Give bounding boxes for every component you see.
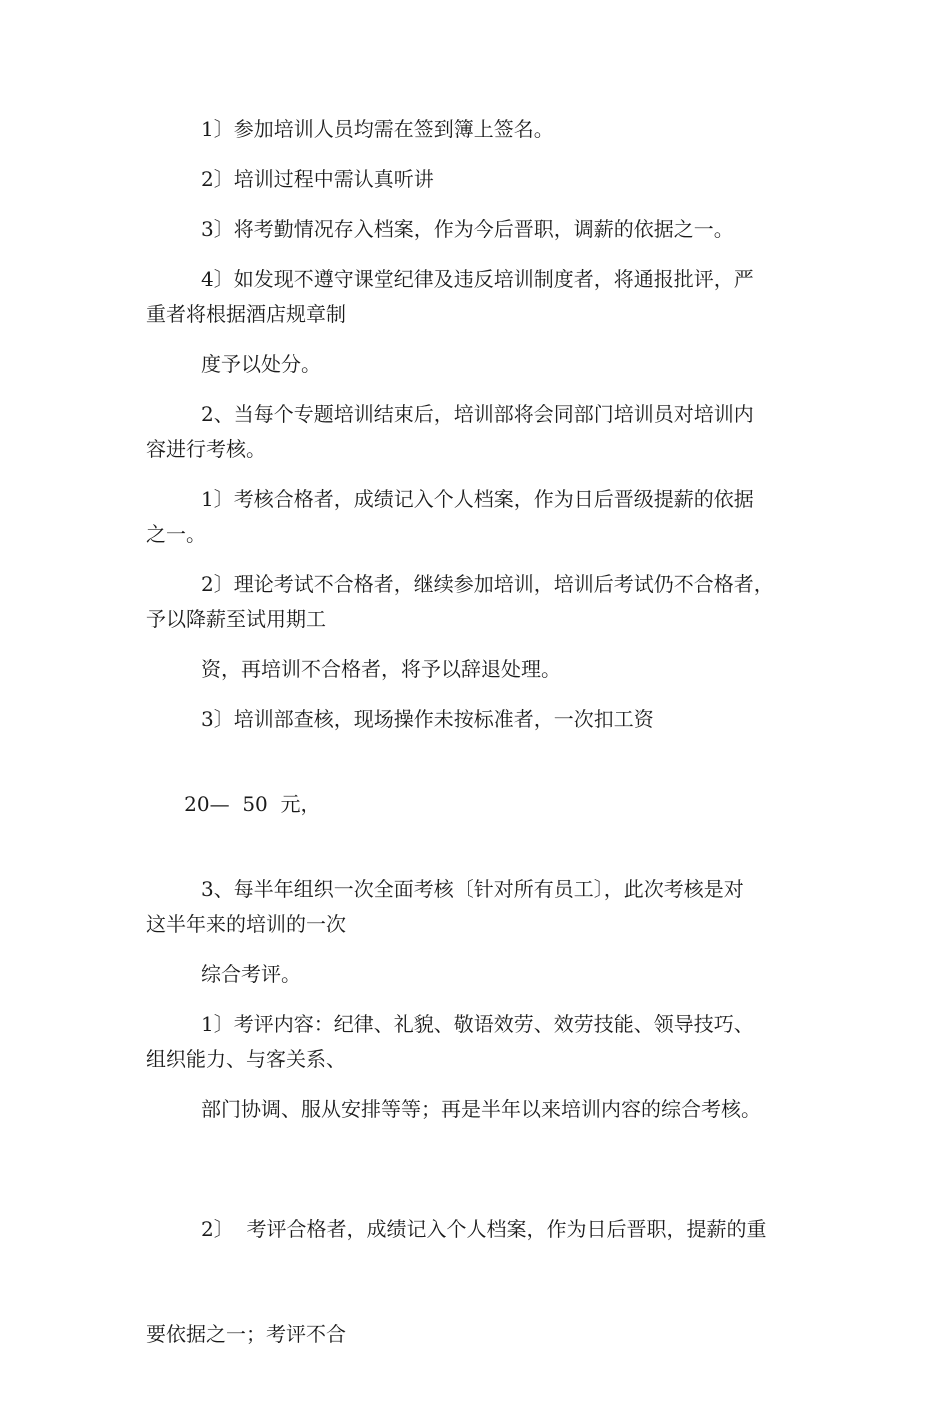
paragraph [146, 872, 808, 942]
paragraph [146, 347, 808, 382]
text-line: 3〕将考勤情况存入档案，作为今后晋职，调薪的依据之一。 [201, 217, 734, 241]
text-line: 容进行考核。 [146, 437, 266, 461]
paragraph [146, 397, 808, 467]
paragraph [146, 262, 808, 332]
paragraph [146, 212, 808, 247]
paragraph [146, 702, 808, 737]
document-body [146, 112, 808, 1422]
paragraph [146, 1007, 808, 1077]
text-line: 4〕如发现不遵守课堂纪律及违反培训制度者，将通报批评，严 [201, 267, 754, 291]
text-line: 2〕理论考试不合格者，继续参加培训，培训后考试仍不合格者， [201, 572, 774, 596]
text-line: 要依据之一；考评不合 [146, 1322, 346, 1346]
text-line: 组织能力、与客关系、 [146, 1047, 346, 1071]
text-line: 2〕培训过程中需认真听讲 [201, 167, 434, 191]
text-line: 1〕考核合格者，成绩记入个人档案，作为日后晋级提薪的依据 [201, 487, 754, 511]
text-line: 3、每半年组织一次全面考核〔针对所有员工〕，此次考核是对 [201, 877, 744, 901]
text-line: 1〕考评内容：纪律、礼貌、敬语效劳、效劳技能、领导技巧、 [201, 1012, 754, 1036]
paragraph [146, 652, 808, 687]
text-line: 重者将根据酒店规章制 [146, 302, 346, 326]
text-line: 20— 50 元， [184, 792, 321, 816]
text-line: 2〕 考评合格者，成绩记入个人档案，作为日后晋职，提薪的重 [201, 1217, 767, 1241]
text-line: 之一。 [146, 522, 206, 546]
text-line: 综合考评。 [201, 962, 301, 986]
text-line: 部门协调、服从安排等等；再是半年以来培训内容的综合考核。 [201, 1097, 761, 1121]
paragraph [146, 112, 808, 147]
text-line: 这半年来的培训的一次 [146, 912, 346, 936]
paragraph [146, 1142, 808, 1422]
text-line: 予以降薪至试用期工 [146, 607, 326, 631]
text-line: 3〕培训部查核，现场操作未按标准者，一次扣工资 [201, 707, 654, 731]
text-line: 1〕参加培训人员均需在签到簿上签名。 [201, 117, 554, 141]
text-line: 度予以处分。 [201, 352, 321, 376]
paragraph [146, 957, 808, 992]
text-line: 资，再培训不合格者，将予以辞退处理。 [201, 657, 561, 681]
paragraph [146, 1092, 808, 1127]
paragraph [146, 752, 808, 857]
paragraph [146, 567, 808, 637]
paragraph [146, 162, 808, 197]
text-line: 2、当每个专题培训结束后，培训部将会同部门培训员对培训内 [201, 402, 754, 426]
paragraph [146, 482, 808, 552]
